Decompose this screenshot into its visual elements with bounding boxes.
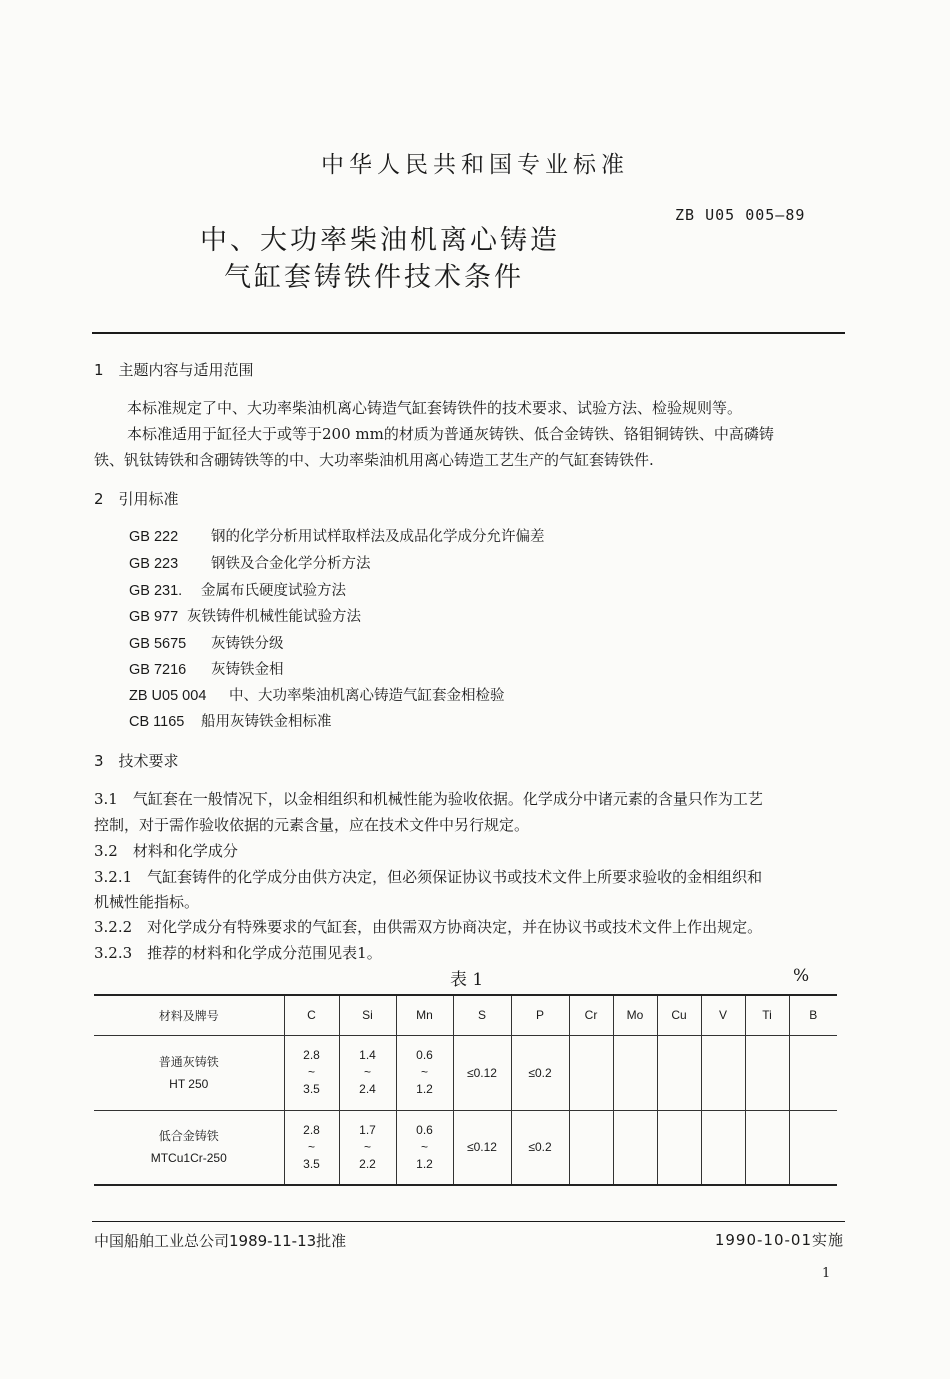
range-max: 3.5 [303, 1082, 320, 1096]
material-name: 普通灰铸铁 [158, 1054, 219, 1069]
range-max: 1.2 [416, 1082, 433, 1096]
footer-divider [92, 1221, 845, 1222]
mn-range-cell [396, 1110, 453, 1185]
si-range-cell [339, 1035, 396, 1110]
chemical-composition-table [94, 994, 837, 1186]
range-min: 1.7 [359, 1122, 376, 1137]
clause-3-2-2: 3.2.2 对化学成分有特殊要求的气缸套，由供需双方协商决定，并在协议书或技术文件上作出规定。 [94, 918, 763, 936]
material-grade: HT 250 [169, 1076, 209, 1091]
range-min: 1.4 [359, 1048, 376, 1062]
ti-cell [745, 1110, 789, 1185]
range-separator: ~ [363, 1065, 371, 1079]
clause-3-2-1-line-2: 机械性能指标。 [94, 893, 200, 911]
clause-3-2: 3.2 材料和化学成分 [94, 842, 238, 860]
reference-title: 金属布氏硬度试验方法 [201, 583, 346, 599]
clause-3-2-3: 3.2.3 推荐的材料和化学成分范围见表1。 [94, 944, 382, 962]
section-1-paragraph-1: 本标准规定了中、大功率柴油机离心铸造气缸套铸铁件的技术要求、试验方法、检验规则等。 [127, 399, 743, 417]
mo-cell [613, 1110, 657, 1185]
range-max: 3.5 [303, 1156, 320, 1171]
section-1-paragraph-2-line-1: 本标准适用于缸径大于或等于200 mm的材质为普通灰铸铁、低合金铸铁、铬钼铜铸铁、中高磷铸 [127, 425, 774, 443]
reference-code: GB 223 [129, 556, 179, 572]
p-cell: ≤0.2 [511, 1110, 569, 1185]
cr-cell [569, 1110, 613, 1185]
reference-item [129, 632, 284, 653]
range-min: 0.6 [416, 1048, 433, 1062]
s-cell: ≤0.12 [453, 1110, 511, 1185]
v-cell [701, 1035, 745, 1110]
range-max: 2.4 [359, 1082, 376, 1096]
range-separator: ~ [420, 1139, 428, 1154]
material-name: 低合金铸铁 [158, 1129, 219, 1144]
b-cell [789, 1035, 837, 1110]
reference-title: 钢的化学分析用试样取样法及成品化学成分允许偏差 [211, 529, 545, 545]
cu-cell [657, 1110, 701, 1185]
effective-date: 1990-10-01实施 [714, 1231, 844, 1249]
reference-code: GB 977 [129, 609, 179, 625]
clause-3-2-1-line-1: 3.2.1 气缸套铸件的化学成分由供方决定，但必须保证协议书或技术文件上所要求验收的金相组织和 [94, 868, 763, 886]
column-header-p: P [511, 995, 569, 1035]
reference-item [129, 684, 505, 705]
reference-code: ZB U05 004 [129, 688, 207, 704]
cu-cell [657, 1035, 701, 1110]
column-header-cu: Cu [657, 995, 701, 1035]
b-cell [789, 1110, 837, 1185]
si-range-cell [339, 1110, 396, 1185]
standard-number: ZB U05 005—89 [675, 206, 806, 224]
reference-code: CB 1165 [129, 714, 185, 730]
column-header-ti: Ti [745, 995, 789, 1035]
section-3-heading: 3 技术要求 [94, 752, 179, 770]
document-title-line-1: 中、大功率柴油机离心铸造 [200, 225, 560, 256]
page-number: 1 [822, 1266, 831, 1281]
section-2-heading: 2 引用标准 [94, 490, 179, 508]
reference-title: 灰铁铸件机械性能试验方法 [187, 609, 361, 625]
column-header-v: V [701, 995, 745, 1035]
material-grade: MTCu1Cr-250 [150, 1151, 227, 1166]
cr-cell [569, 1035, 613, 1110]
reference-item [129, 710, 332, 731]
reference-item [129, 658, 284, 679]
column-header-b: B [789, 995, 837, 1035]
range-separator: ~ [363, 1139, 371, 1154]
reference-item [129, 525, 545, 546]
approval-statement: 中国船舶工业总公司1989-11-13批准 [94, 1232, 347, 1250]
mo-cell [613, 1035, 657, 1110]
document-title-line-2: 气缸套铸铁件技术条件 [224, 262, 524, 293]
reference-code: GB 5675 [129, 636, 187, 652]
table-header-row [94, 995, 837, 1035]
section-1-paragraph-2-line-2: 铁、钒钛铸铁和含硼铸铁等的中、大功率柴油机用离心铸造工艺生产的气缸套铸铁件. [94, 451, 654, 469]
reference-title: 钢铁及合金化学分析方法 [211, 556, 371, 572]
range-min: 2.8 [303, 1122, 320, 1137]
reference-title: 船用灰铸铁金相标准 [201, 714, 332, 730]
range-max: 2.2 [359, 1156, 376, 1171]
reference-title: 中、大功率柴油机离心铸造气缸套金相检验 [229, 688, 505, 704]
p-cell: ≤0.2 [511, 1035, 569, 1110]
c-range-cell [284, 1110, 339, 1185]
reference-item [129, 579, 346, 600]
table-row [94, 1110, 837, 1185]
range-separator: ~ [307, 1065, 315, 1079]
standard-category: 中华人民共和国专业标准 [321, 152, 629, 178]
reference-code: GB 231. [129, 583, 183, 599]
table-unit: % [793, 966, 810, 986]
column-header-mn: Mn [396, 995, 453, 1035]
material-cell [94, 1035, 284, 1110]
range-max: 1.2 [416, 1156, 433, 1171]
reference-title: 灰铸铁分级 [211, 636, 284, 652]
table-caption: 表 1 [450, 970, 484, 990]
column-header-mo: Mo [613, 995, 657, 1035]
column-header-cr: Cr [569, 995, 613, 1035]
column-header-c: C [284, 995, 339, 1035]
clause-3-1-line-1: 3.1 气缸套在一般情况下，以金相组织和机械性能为验收依据。化学成分中诸元素的含量只作为工艺 [94, 790, 763, 808]
s-cell: ≤0.12 [453, 1035, 511, 1110]
clause-3-1-line-2: 控制，对于需作验收依据的元素含量，应在技术文件中另行规定。 [94, 816, 530, 834]
range-separator: ~ [420, 1065, 428, 1079]
table-row [94, 1035, 837, 1110]
section-1-heading: 1 主题内容与适用范围 [94, 361, 254, 379]
reference-item [129, 552, 371, 573]
reference-item [129, 605, 361, 626]
reference-title: 灰铸铁金相 [211, 662, 284, 678]
mn-range-cell [396, 1035, 453, 1110]
material-cell [94, 1110, 284, 1185]
v-cell [701, 1110, 745, 1185]
header-divider [92, 332, 845, 334]
reference-code: GB 222 [129, 529, 179, 545]
column-header-si: Si [339, 995, 396, 1035]
column-header-material: 材料及牌号 [158, 1008, 219, 1023]
range-min: 2.8 [303, 1048, 320, 1062]
range-min: 0.6 [416, 1122, 433, 1137]
range-separator: ~ [307, 1139, 315, 1154]
ti-cell [745, 1035, 789, 1110]
reference-code: GB 7216 [129, 662, 187, 678]
column-header-s: S [453, 995, 511, 1035]
c-range-cell [284, 1035, 339, 1110]
